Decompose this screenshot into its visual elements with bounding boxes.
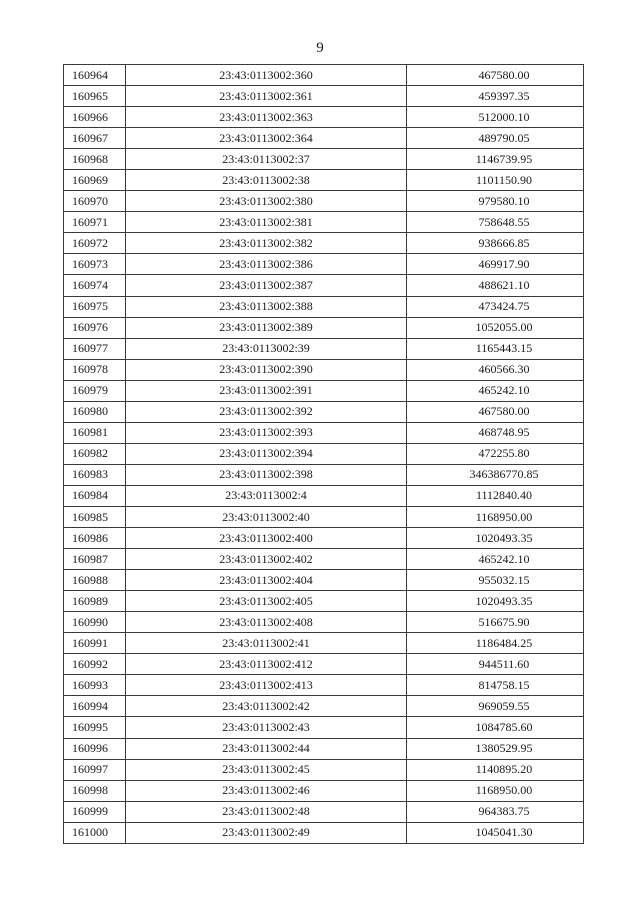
table-row [64, 591, 584, 612]
table-row [64, 233, 584, 254]
table-row [64, 443, 584, 464]
cadastral-value-cell: 1165443.15 [407, 338, 584, 359]
cadastral-number-cell: 23:43:0113002:392 [126, 401, 407, 422]
cadastral-number-cell: 23:43:0113002:393 [126, 422, 407, 443]
cadastral-value-cell: 938666.85 [407, 233, 584, 254]
row-number-cell: 160964 [64, 65, 126, 86]
cadastral-value-cell: 460566.30 [407, 359, 584, 380]
row-number-cell: 160967 [64, 128, 126, 149]
row-number-cell: 160995 [64, 717, 126, 738]
cadastral-number-cell: 23:43:0113002:48 [126, 801, 407, 822]
cadastral-value-cell: 1140895.20 [407, 759, 584, 780]
cadastral-number-cell: 23:43:0113002:382 [126, 233, 407, 254]
cadastral-value-cell: 1020493.35 [407, 591, 584, 612]
cadastral-number-cell: 23:43:0113002:408 [126, 612, 407, 633]
table-row [64, 296, 584, 317]
cadastral-number-cell: 23:43:0113002:380 [126, 191, 407, 212]
cadastral-value-cell: 459397.35 [407, 86, 584, 107]
cadastral-number-cell: 23:43:0113002:361 [126, 86, 407, 107]
cadastral-number-cell: 23:43:0113002:42 [126, 696, 407, 717]
row-number-cell: 160993 [64, 675, 126, 696]
cadastral-number-cell: 23:43:0113002:389 [126, 317, 407, 338]
cadastral-value-cell: 944511.60 [407, 654, 584, 675]
cadastral-value-cell: 465242.10 [407, 380, 584, 401]
table-row [64, 549, 584, 570]
cadastral-number-cell: 23:43:0113002:46 [126, 780, 407, 801]
cadastral-number-cell: 23:43:0113002:364 [126, 128, 407, 149]
row-number-cell: 160982 [64, 443, 126, 464]
table-row [64, 359, 584, 380]
cadastral-number-cell: 23:43:0113002:39 [126, 338, 407, 359]
cadastral-value-cell: 512000.10 [407, 107, 584, 128]
cadastral-value-cell: 468748.95 [407, 422, 584, 443]
row-number-cell: 160987 [64, 549, 126, 570]
cadastral-number-cell: 23:43:0113002:404 [126, 570, 407, 591]
table-row [64, 275, 584, 296]
table-row [64, 212, 584, 233]
row-number-cell: 160972 [64, 233, 126, 254]
table-row [64, 780, 584, 801]
row-number-cell: 160988 [64, 570, 126, 591]
cadastral-value-cell: 516675.90 [407, 612, 584, 633]
table-row [64, 149, 584, 170]
row-number-cell: 160974 [64, 275, 126, 296]
cadastral-number-cell: 23:43:0113002:4 [126, 485, 407, 506]
cadastral-value-table [63, 64, 584, 844]
cadastral-value-cell: 467580.00 [407, 401, 584, 422]
table-row [64, 401, 584, 422]
table-row [64, 128, 584, 149]
cadastral-value-cell: 346386770.85 [407, 464, 584, 485]
table-row [64, 612, 584, 633]
row-number-cell: 160981 [64, 422, 126, 443]
table-row [64, 254, 584, 275]
table-row [64, 86, 584, 107]
row-number-cell: 160990 [64, 612, 126, 633]
row-number-cell: 160979 [64, 380, 126, 401]
cadastral-number-cell: 23:43:0113002:363 [126, 107, 407, 128]
cadastral-number-cell: 23:43:0113002:45 [126, 759, 407, 780]
row-number-cell: 160994 [64, 696, 126, 717]
row-number-cell: 160969 [64, 170, 126, 191]
cadastral-number-cell: 23:43:0113002:44 [126, 738, 407, 759]
cadastral-value-cell: 1101150.90 [407, 170, 584, 191]
cadastral-value-cell: 1112840.40 [407, 485, 584, 506]
cadastral-number-cell: 23:43:0113002:381 [126, 212, 407, 233]
table-row [64, 191, 584, 212]
cadastral-number-cell: 23:43:0113002:387 [126, 275, 407, 296]
cadastral-number-cell: 23:43:0113002:38 [126, 170, 407, 191]
row-number-cell: 160970 [64, 191, 126, 212]
row-number-cell: 160971 [64, 212, 126, 233]
table-row [64, 654, 584, 675]
row-number-cell: 160980 [64, 401, 126, 422]
table-row [64, 528, 584, 549]
cadastral-number-cell: 23:43:0113002:398 [126, 464, 407, 485]
row-number-cell: 160985 [64, 506, 126, 527]
table-row [64, 506, 584, 527]
table-row [64, 485, 584, 506]
table-row [64, 170, 584, 191]
cadastral-value-cell: 1045041.30 [407, 822, 584, 843]
cadastral-number-cell: 23:43:0113002:41 [126, 633, 407, 654]
row-number-cell: 160968 [64, 149, 126, 170]
table-row [64, 759, 584, 780]
cadastral-number-cell: 23:43:0113002:400 [126, 528, 407, 549]
page-number: 9 [316, 40, 324, 56]
cadastral-value-cell: 1168950.00 [407, 506, 584, 527]
row-number-cell: 161000 [64, 822, 126, 843]
cadastral-value-cell: 467580.00 [407, 65, 584, 86]
cadastral-value-cell: 1052055.00 [407, 317, 584, 338]
cadastral-number-cell: 23:43:0113002:43 [126, 717, 407, 738]
table-row [64, 338, 584, 359]
cadastral-number-cell: 23:43:0113002:49 [126, 822, 407, 843]
cadastral-number-cell: 23:43:0113002:37 [126, 149, 407, 170]
row-number-cell: 160992 [64, 654, 126, 675]
cadastral-value-cell: 473424.75 [407, 296, 584, 317]
cadastral-value-cell: 964383.75 [407, 801, 584, 822]
cadastral-number-cell: 23:43:0113002:360 [126, 65, 407, 86]
table-row [64, 717, 584, 738]
cadastral-number-cell: 23:43:0113002:388 [126, 296, 407, 317]
cadastral-value-cell: 955032.15 [407, 570, 584, 591]
table-row [64, 317, 584, 338]
row-number-cell: 160975 [64, 296, 126, 317]
row-number-cell: 160973 [64, 254, 126, 275]
row-number-cell: 160984 [64, 485, 126, 506]
table-row [64, 822, 584, 843]
table-row [64, 633, 584, 654]
cadastral-value-cell: 465242.10 [407, 549, 584, 570]
cadastral-number-cell: 23:43:0113002:402 [126, 549, 407, 570]
cadastral-value-cell: 1146739.95 [407, 149, 584, 170]
row-number-cell: 160997 [64, 759, 126, 780]
cadastral-value-cell: 1186484.25 [407, 633, 584, 654]
row-number-cell: 160983 [64, 464, 126, 485]
cadastral-value-cell: 472255.80 [407, 443, 584, 464]
row-number-cell: 160965 [64, 86, 126, 107]
table-row [64, 570, 584, 591]
row-number-cell: 160996 [64, 738, 126, 759]
table-row [64, 696, 584, 717]
cadastral-value-cell: 469917.90 [407, 254, 584, 275]
cadastral-number-cell: 23:43:0113002:40 [126, 506, 407, 527]
cadastral-value-cell: 979580.10 [407, 191, 584, 212]
table-row [64, 380, 584, 401]
row-number-cell: 160999 [64, 801, 126, 822]
cadastral-value-cell: 488621.10 [407, 275, 584, 296]
cadastral-value-cell: 1380529.95 [407, 738, 584, 759]
row-number-cell: 160998 [64, 780, 126, 801]
table-row [64, 464, 584, 485]
row-number-cell: 160978 [64, 359, 126, 380]
cadastral-value-cell: 1084785.60 [407, 717, 584, 738]
row-number-cell: 160991 [64, 633, 126, 654]
cadastral-number-cell: 23:43:0113002:386 [126, 254, 407, 275]
cadastral-number-cell: 23:43:0113002:413 [126, 675, 407, 696]
table-row [64, 675, 584, 696]
cadastral-value-cell: 489790.05 [407, 128, 584, 149]
cadastral-value-cell: 1168950.00 [407, 780, 584, 801]
cadastral-number-cell: 23:43:0113002:391 [126, 380, 407, 401]
table-row [64, 107, 584, 128]
cadastral-number-cell: 23:43:0113002:394 [126, 443, 407, 464]
cadastral-number-cell: 23:43:0113002:405 [126, 591, 407, 612]
row-number-cell: 160966 [64, 107, 126, 128]
row-number-cell: 160976 [64, 317, 126, 338]
cadastral-value-cell: 814758.15 [407, 675, 584, 696]
table-row [64, 65, 584, 86]
row-number-cell: 160986 [64, 528, 126, 549]
cadastral-value-cell: 1020493.35 [407, 528, 584, 549]
table-row [64, 801, 584, 822]
row-number-cell: 160989 [64, 591, 126, 612]
table-row [64, 422, 584, 443]
table-body [64, 65, 584, 844]
cadastral-value-cell: 969059.55 [407, 696, 584, 717]
cadastral-value-cell: 758648.55 [407, 212, 584, 233]
cadastral-number-cell: 23:43:0113002:412 [126, 654, 407, 675]
table-row [64, 738, 584, 759]
row-number-cell: 160977 [64, 338, 126, 359]
cadastral-number-cell: 23:43:0113002:390 [126, 359, 407, 380]
